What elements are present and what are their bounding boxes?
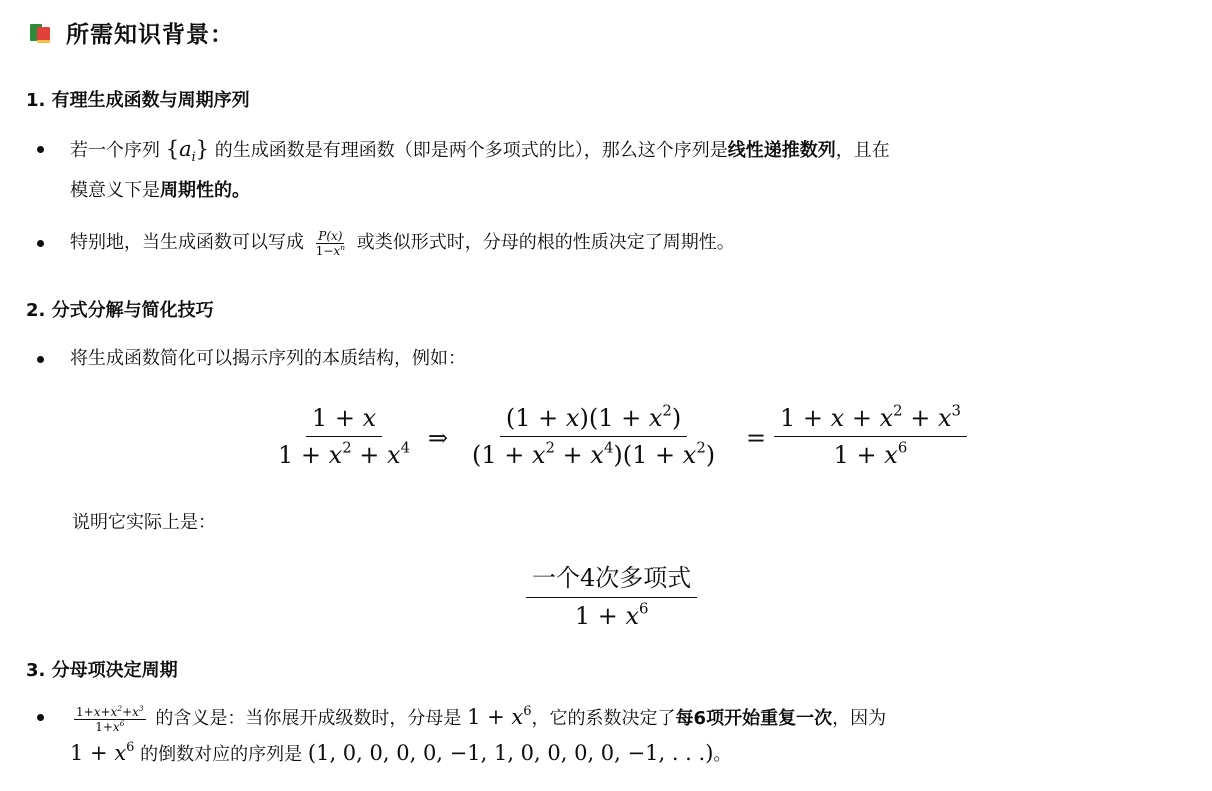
bullet — [37, 146, 44, 153]
note-text: 说明它实际上是： — [72, 512, 216, 533]
list-item: 将生成函数简化可以揭示序列的本质结构，例如： — [70, 342, 1180, 376]
implies-symbol: ⇒ — [428, 424, 449, 452]
subheading-denominator-period: 3. 分母项决定周期 — [26, 660, 178, 681]
bullet — [37, 240, 44, 247]
fraction: $\frac{1 + x + x^2 + x^3}{1 + x^6}$ — [774, 404, 967, 469]
subheading-rational-gf: 1. 有理生成函数与周期序列 — [26, 90, 250, 111]
fraction: $\frac{(1 + x)(1 + x^2)}{(1 + x^2 + x^4)(1 + x^2)}$ — [472, 401, 716, 469]
fraction: 一个4次多项式 $1 + x^6$ — [526, 558, 697, 630]
fraction-small: $\frac{1+x+x^2+x^3}{1+x^6}$ — [76, 703, 144, 734]
sequence-formula: $\{a_i\}$ — [165, 137, 210, 165]
fraction: $\frac{1 + x}{1 + x^2 + x^4}$ — [278, 404, 411, 469]
section-heading — [30, 16, 234, 49]
formula: $1 + x^6$ — [467, 703, 532, 729]
subheading-partial-fractions: 2. 分式分解与简化技巧 — [26, 300, 214, 321]
list-item: 若一个序列 $\{a_i\}$ 的生成函数是有理函数（即是两个多项式的比），那么这个序列是线性递推数列，且在 模意义下是周期性的。 — [70, 132, 1180, 208]
formula: $1 + x^6$ — [70, 739, 135, 765]
books-icon — [30, 22, 52, 44]
heading-title: 所需知识背景： — [66, 22, 234, 48]
list-item: $\frac{1+x+x^2+x^3}{1+x^6}$ 的含义是：当你展开成级数时，分母是 $1 + x^6$，它的系数决定了每6项开始重复一次，因为 $1 + x^6$ 的倒数对应的序列是 (1, 0, 0, 0, 0, −1, 1, 0, 0, 0, 0, −1, . . .)。 — [70, 700, 1180, 772]
list-item: 特别地，当生成函数可以写成 $\frac{P(x)}{1-x^n}$ 或类似形式时，分母的根的性质决定了周期性。 — [70, 226, 1180, 260]
equals-symbol: = — [746, 424, 767, 452]
sequence-values: (1, 0, 0, 0, 0, −1, 1, 0, 0, 0, 0, −1, . . .) — [307, 741, 714, 765]
fraction-p-over-1-minus-xn: $\frac{P(x)}{1-x^n}$ — [315, 228, 346, 258]
bullet — [37, 356, 44, 363]
bullet — [37, 714, 44, 721]
